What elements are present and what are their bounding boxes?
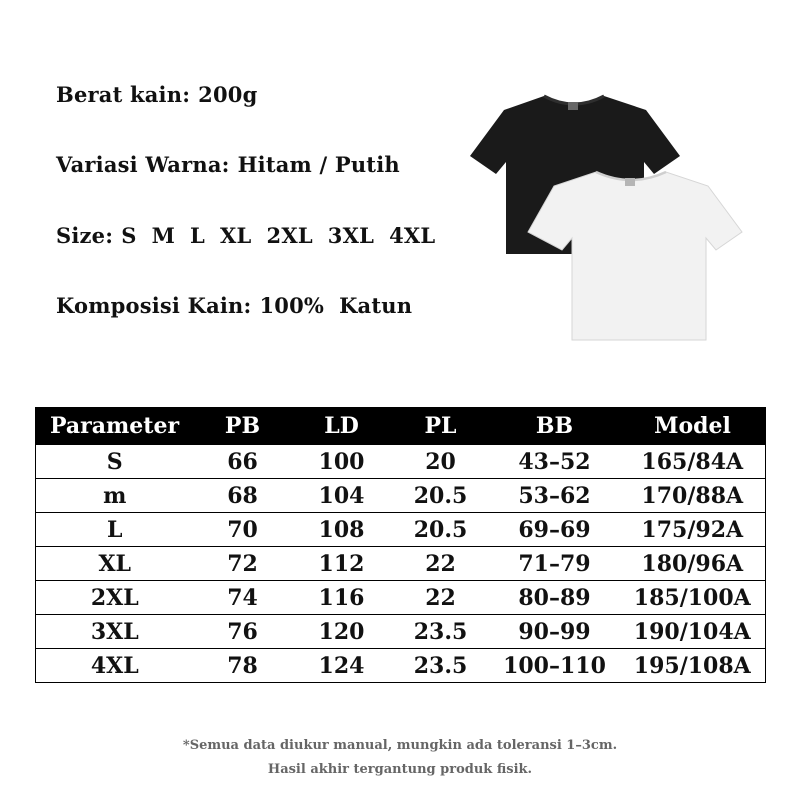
cell-bb: 71–79 <box>490 547 620 581</box>
cell-bb: 69–69 <box>490 513 620 547</box>
header-bb: BB <box>490 408 620 445</box>
spec-value: 100% Katun <box>259 293 413 318</box>
spec-value: 200g <box>198 82 258 107</box>
cell-pb: 68 <box>194 479 292 513</box>
spec-label: Size: <box>56 223 114 248</box>
footnote-disclaimer: Hasil akhir tergantung produk fisik. <box>267 762 533 777</box>
table-row <box>36 445 766 479</box>
cell-ld: 120 <box>292 615 392 649</box>
cell-size: m <box>36 479 194 513</box>
header-pl: PL <box>392 408 490 445</box>
cell-ld: 116 <box>292 581 392 615</box>
cell-model: 185/100A <box>620 581 766 615</box>
cell-pl: 22 <box>392 547 490 581</box>
cell-model: 190/104A <box>620 615 766 649</box>
spec-label: Berat kain: <box>56 82 191 107</box>
spec-fabric-weight <box>56 82 257 107</box>
header-pb: PB <box>194 408 292 445</box>
cell-model: 180/96A <box>620 547 766 581</box>
cell-pb: 72 <box>194 547 292 581</box>
cell-pl: 22 <box>392 581 490 615</box>
cell-pb: 76 <box>194 615 292 649</box>
cell-ld: 100 <box>292 445 392 479</box>
table-row <box>36 547 766 581</box>
cell-bb: 43–52 <box>490 445 620 479</box>
cell-size: L <box>36 513 194 547</box>
spec-label: Komposisi Kain: <box>56 293 252 318</box>
footnote-tolerance: *Semua data diukur manual, mungkin ada toleransi 1–3cm. <box>182 738 618 753</box>
table-row <box>36 615 766 649</box>
spec-value: Hitam / Putih <box>237 152 400 177</box>
cell-pb: 78 <box>194 649 292 683</box>
cell-bb: 90–99 <box>490 615 620 649</box>
cell-bb: 100–110 <box>490 649 620 683</box>
cell-pb: 74 <box>194 581 292 615</box>
white-tshirt-image <box>528 172 742 340</box>
table-row <box>36 479 766 513</box>
cell-size: 3XL <box>36 615 194 649</box>
cell-ld: 108 <box>292 513 392 547</box>
table-row <box>36 581 766 615</box>
table-header-row <box>36 408 766 445</box>
spec-color-variants <box>56 152 400 177</box>
spec-sizes <box>56 223 435 248</box>
table-row <box>36 513 766 547</box>
cell-pb: 70 <box>194 513 292 547</box>
cell-bb: 80–89 <box>490 581 620 615</box>
cell-ld: 124 <box>292 649 392 683</box>
size-chart-table <box>35 407 766 683</box>
cell-size: XL <box>36 547 194 581</box>
cell-model: 170/88A <box>620 479 766 513</box>
cell-size: 2XL <box>36 581 194 615</box>
cell-pl: 23.5 <box>392 649 490 683</box>
spec-fabric-composition <box>56 293 412 318</box>
header-model: Model <box>620 408 766 445</box>
cell-bb: 53–62 <box>490 479 620 513</box>
cell-pl: 23.5 <box>392 615 490 649</box>
cell-ld: 104 <box>292 479 392 513</box>
spec-label: Variasi Warna: <box>56 152 230 177</box>
cell-model: 175/92A <box>620 513 766 547</box>
cell-model: 165/84A <box>620 445 766 479</box>
cell-model: 195/108A <box>620 649 766 683</box>
cell-ld: 112 <box>292 547 392 581</box>
product-image <box>466 88 746 348</box>
cell-pb: 66 <box>194 445 292 479</box>
header-ld: LD <box>292 408 392 445</box>
cell-size: S <box>36 445 194 479</box>
header-parameter: Parameter <box>36 408 194 445</box>
spec-value: S M L XL 2XL 3XL 4XL <box>121 223 436 248</box>
table-row <box>36 649 766 683</box>
cell-pl: 20 <box>392 445 490 479</box>
cell-size: 4XL <box>36 649 194 683</box>
cell-pl: 20.5 <box>392 513 490 547</box>
cell-pl: 20.5 <box>392 479 490 513</box>
